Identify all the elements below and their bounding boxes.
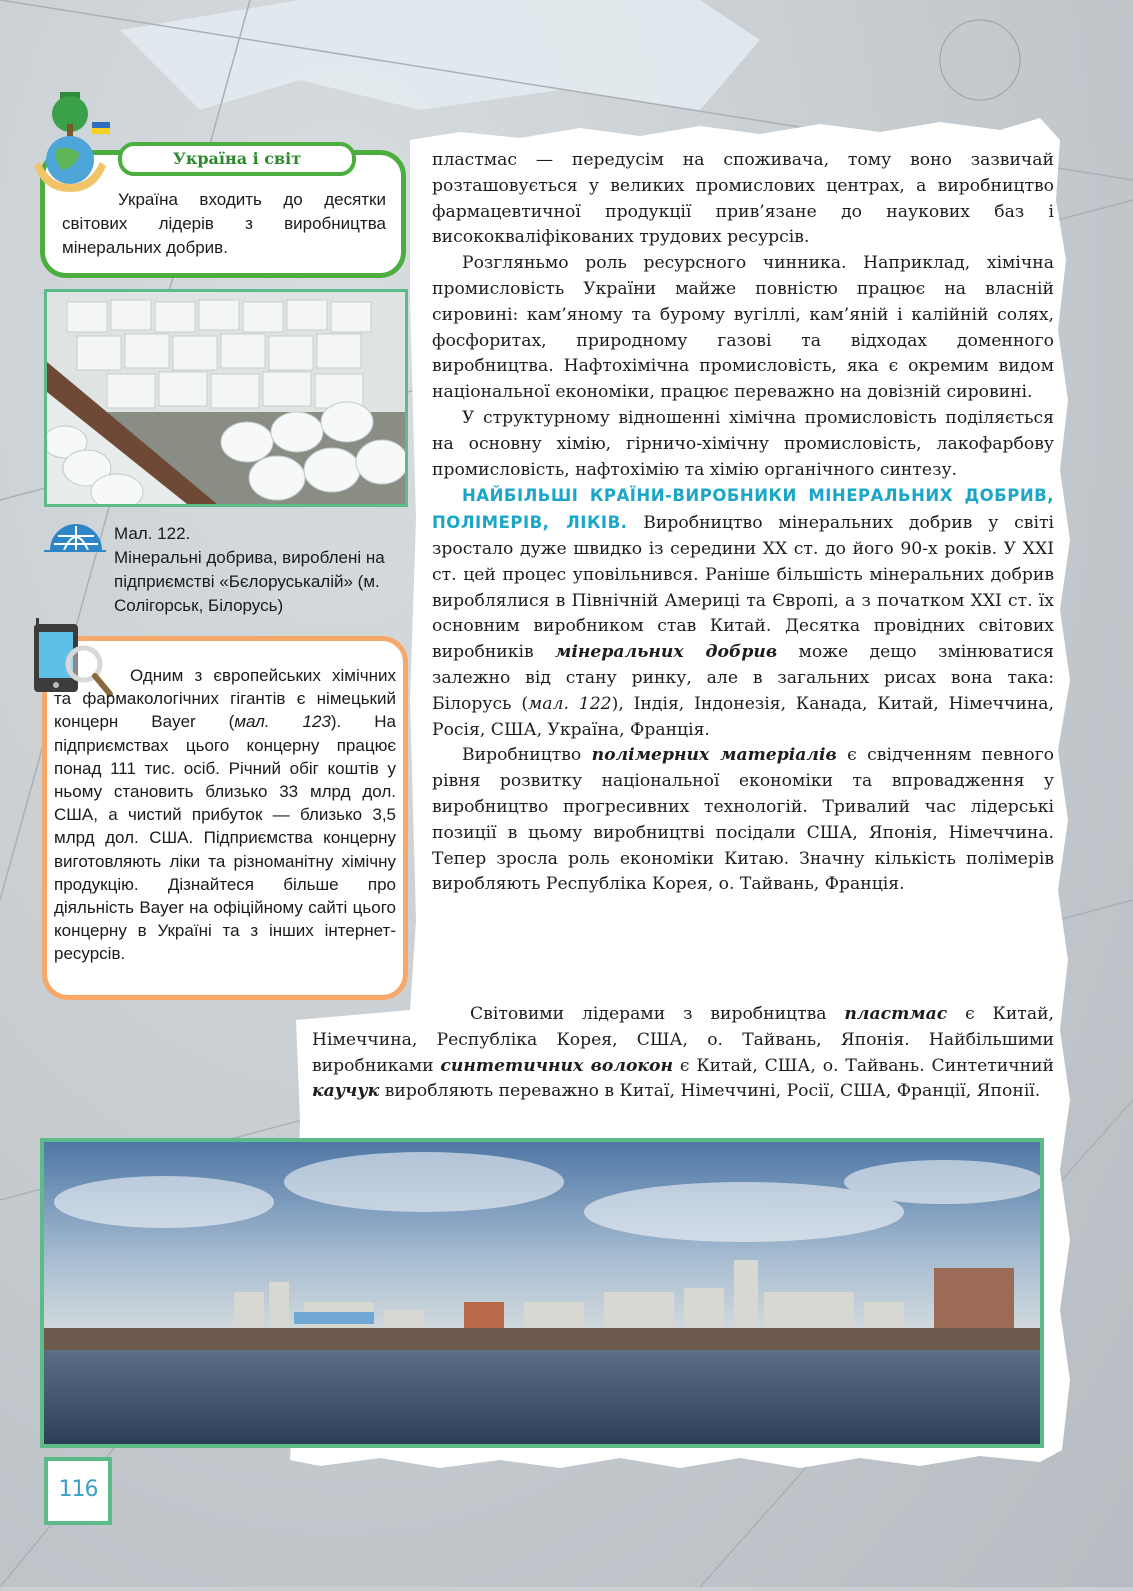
globe-caption-icon [44,520,106,552]
figure-reference: мал. 123 [234,712,331,732]
paragraph [432,743,1054,898]
key-term: мінеральних добрив [555,642,778,663]
figure-reference: мал. 122 [528,693,612,714]
text-part: є Китай, США, о. Тайвань. Синтетичний [673,1055,1054,1076]
text-part: виробляють переважно в Китаї, Німеччині, Росії, США, Франції, Японії. [379,1081,1041,1102]
figure-number: Мал. 122. [114,524,191,543]
paragraph: У структурному відношенні хімічна промисловість поділяється на основну хімію, гірничо-хімічну промисловість, лакофарбову промисловість, нафтохімію та хімію органічного синтезу. [432,407,1054,480]
info-box-text [54,664,396,966]
figure-caption-text: Мінеральні добрива, вироблені на підприємстві «Бєлоруськалій» (м. Солігорськ, Білорусь) [114,548,385,615]
globe-hands-icon [20,92,120,202]
paragraph: Розгляньмо роль ресурсного чинника. Наприклад, хімічна промисловість України майже повністю працює на власній сировині: кам’яному та бурому вугіллі, кам’яній і калійній солях, фосфоритах, природному газові та відходах доменного виробництва. Нафтохімічна промисловість, яка є окремим видом національної економіки, працює переважно на довізній сировині. [432,253,1054,403]
text-part: Виробництво [462,745,592,766]
key-term: каучук [312,1081,380,1102]
info-paragraph [54,664,396,966]
page-number: 116 [44,1457,112,1525]
section-heading: НАЙБІЛЬШІ КРАЇНИ-ВИРОБНИКИ МІНЕРАЛЬНИХ ДОБРИВ, ПОЛІМЕРІВ, ЛІКІВ. [432,486,1054,533]
text-part: є свідченням певного рівня розвитку національної економіки та впровадження у виробництво прогресивних технологій. Тривалий час лідерські позиції в цьому виробництві посідали США, Японія, Німеччина. Тепер зросла роль економіки Китаю. Значну кількість полімерів виробляють Республіка Корея, о. Тайвань, Франція. [432,745,1054,895]
wide-text-block [312,1002,1054,1105]
figure-122-caption [114,522,414,618]
ukraine-world-paragraph: Україна входить до десятки світових лідерів з виробництва мінеральних добрив. [62,190,386,257]
text-part: може дещо змінюватися залежно від стану ринку, але в загальних рисах вона така: Білорусь ( [432,642,1054,714]
text-part: ), Індія, Індонезія, Канада, Китай, Німеччина, Росія, США, Україна, Франція. [432,693,1054,740]
fertilizer-photo [44,289,408,507]
key-term: полімерних матеріалів [591,745,837,766]
key-term: синтетичних волокон [440,1055,674,1076]
paragraph [312,1002,1054,1105]
info-text-part: Одним з європейських хімічних та фармакологічних гігантів є німецький концерн Bayer ( [54,666,396,732]
paragraph [432,483,1054,743]
text-part: Світовими лідерами з виробництва [470,1004,845,1024]
chemical-plant-panorama-photo [40,1138,1044,1448]
text-part: є Китай, Німеччина, Республіка Корея, США, о. Тайвань, Японія. Найбільшими виробниками [312,1004,1054,1076]
main-text-column [432,148,1054,898]
text-part: Виробництво мінеральних добрив у світі зростало дуже швидко із середини XX ст. до його 90-х років. У XXI ст. цей процес уповільнився. Раніше більшість мінеральних добрив вироблялися в Північній Америці та Європі, а з початком XXI ст. їх основним виробником став Китай. Десятка провідних світових виробників [432,513,1054,663]
key-term: пластмас [844,1004,948,1024]
paragraph: пластмас — передусім на споживача, тому воно зазвичай розташовується у великих промислових центрах, а виробництво фармацевтичної продукції прив’язане до наукових баз і висококваліфікованих трудових ресурсів. [432,150,1054,248]
ukraine-world-title: Україна і світ [118,142,356,176]
info-text-part: ). На підприємствах цього концерну працює понад 111 тис. осіб. Річний обіг коштів у ньому становить близько 33 млрд дол. США, а чистий прибуток — близько 3,5 млрд дол. США. Підприємства концерну виготовляють ліки та різноманітну хімічну продукцію. Дізнайтеся більше про діяльність Bayer на офіційному сайті цього концерну в Україні та з інших інтернет-ресурсів. [54,712,396,964]
